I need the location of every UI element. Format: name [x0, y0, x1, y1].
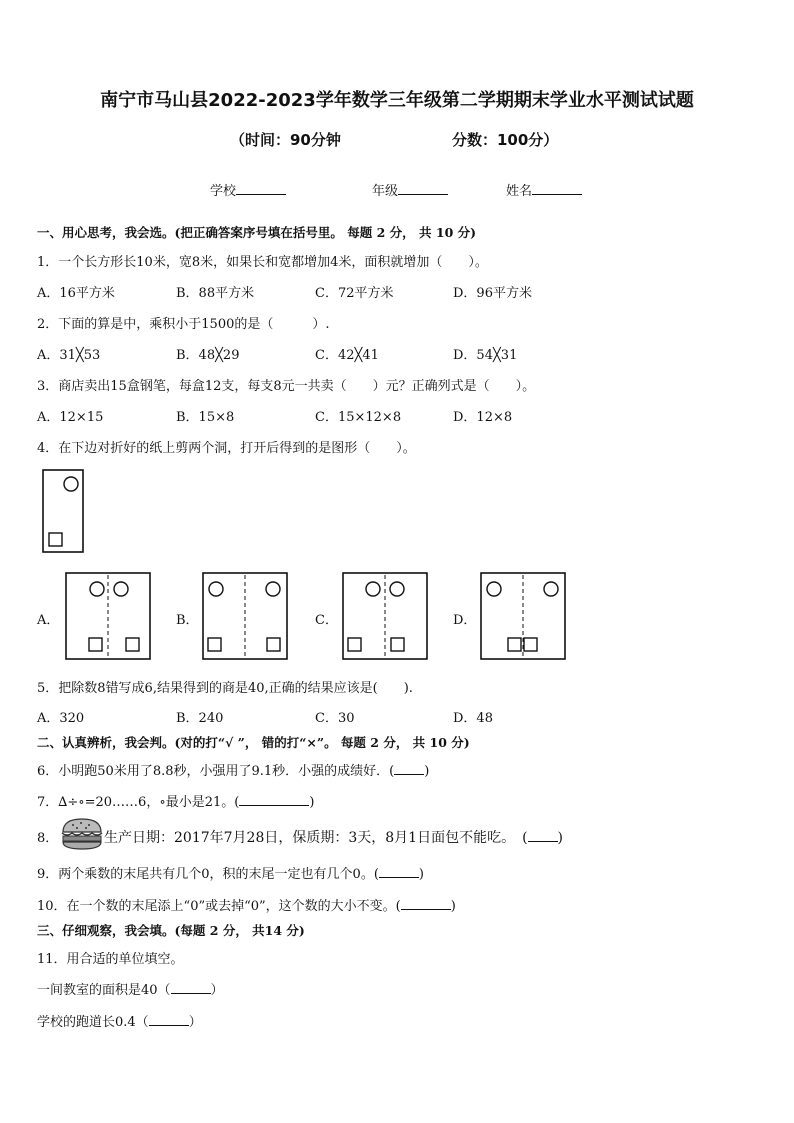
- page-title: 南宁市马山县2022-2023学年数学三年级第二学期期末学业水平测试试题: [100, 90, 694, 111]
- q7-answer-blank[interactable]: [239, 805, 309, 806]
- q1-option-b: B．88平方米: [176, 286, 255, 301]
- question-2: 2．下面的算是中，乘积小于1500的是（ ）.: [37, 317, 330, 332]
- q3-option-b: B．15×8: [176, 410, 235, 425]
- q2-option-d: D．54╳31: [453, 348, 518, 363]
- question-11: 11．用合适的单位填空。: [37, 952, 184, 967]
- q4-figure-d: [479, 571, 567, 661]
- question-9: 9．两个乘数的末尾共有几个0，积的末尾一定也有几个0。( ): [37, 867, 424, 882]
- section-1-heading: 一、用心思考，我会选。(把正确答案序号填在括号里。 每题 2 分， 共 10 分): [37, 225, 477, 240]
- q1-option-c: C．72平方米: [315, 286, 394, 301]
- q3-option-d: D．12×8: [453, 410, 513, 425]
- q2-option-a: A．31╳53: [37, 348, 101, 363]
- school-field[interactable]: [210, 180, 286, 199]
- q3-option-c: C．15×12×8: [315, 410, 402, 425]
- q5-option-a: A．320: [37, 711, 85, 726]
- question-4: 4．在下边对折好的纸上剪两个洞，打开后得到的是图形（ ）。: [37, 441, 416, 456]
- school-label: 学校: [210, 184, 237, 199]
- q4-option-d: D．: [453, 613, 477, 628]
- question-8: 生产日期：2017年7月28日，保质期：3天，8月1日面包不能吃。 ( ): [104, 830, 564, 846]
- q11-line-1: 一间教室的面积是40（ ）: [37, 983, 224, 998]
- q5-option-c: C．30: [315, 711, 355, 726]
- q1-option-a: A．16平方米: [37, 286, 115, 301]
- question-7: 7．∆÷∘=20……6，∘最小是21。( ): [37, 795, 315, 810]
- q5-option-d: D．48: [453, 711, 493, 726]
- q10-answer-blank[interactable]: [401, 909, 451, 910]
- q11-line-2: 学校的跑道长0.4（ ）: [37, 1015, 202, 1030]
- grade-label: 年级: [372, 184, 399, 199]
- question-5: 5．把除数8错写成6,结果得到的商是40,正确的结果应该是( ).: [37, 681, 413, 696]
- q8-answer-blank[interactable]: [528, 841, 558, 842]
- q1-option-d: D．96平方米: [453, 286, 532, 301]
- q4-figure-b: [201, 571, 289, 661]
- question-3: 3．商店卖出15盒钢笔，每盒12支，每支8元一共卖（ ）元？正确列式是（ ）。: [37, 379, 536, 394]
- q4-option-b: B．: [176, 613, 199, 628]
- q3-option-a: A．12×15: [37, 410, 104, 425]
- q6-answer-blank[interactable]: [394, 774, 424, 775]
- q4-figure-c: [341, 571, 429, 661]
- score-label: 分数：100分）: [452, 131, 559, 149]
- q2-option-b: B．48╳29: [176, 348, 240, 363]
- question-1: 1．一个长方形长10米，宽8米，如果长和宽都增加4米，面积就增加（ ）。: [37, 255, 488, 270]
- name-field[interactable]: [506, 180, 582, 199]
- grade-field[interactable]: [372, 180, 448, 199]
- question-6: 6．小明跑50米用了8.8秒，小强用了9.1秒．小强的成绩好．( ): [37, 764, 430, 779]
- q4-option-c: C．: [315, 613, 338, 628]
- q9-answer-blank[interactable]: [379, 877, 419, 878]
- question-10: 10．在一个数的末尾添上“0”或去掉“0”，这个数的大小不变。( ): [37, 899, 456, 914]
- section-3-heading: 三、仔细观察，我会填。(每题 2 分， 共14 分): [37, 923, 305, 938]
- q4-option-a: A．: [37, 613, 60, 628]
- q2-option-c: C．42╳41: [315, 348, 379, 363]
- q11-blank-1[interactable]: [171, 993, 211, 994]
- question-8-number: 8．: [37, 831, 59, 846]
- q4-figure-a: [64, 571, 152, 661]
- bread-icon: [59, 816, 105, 852]
- q11-blank-2[interactable]: [149, 1025, 189, 1026]
- name-label: 姓名: [506, 184, 533, 199]
- folded-paper-figure: [40, 468, 86, 554]
- q5-option-b: B．240: [176, 711, 224, 726]
- section-2-heading: 二、认真辨析，我会判。(对的打“√ ”， 错的打“×”。 每题 2 分， 共 10 分): [37, 735, 470, 750]
- time-label: （时间：90分钟: [230, 131, 341, 149]
